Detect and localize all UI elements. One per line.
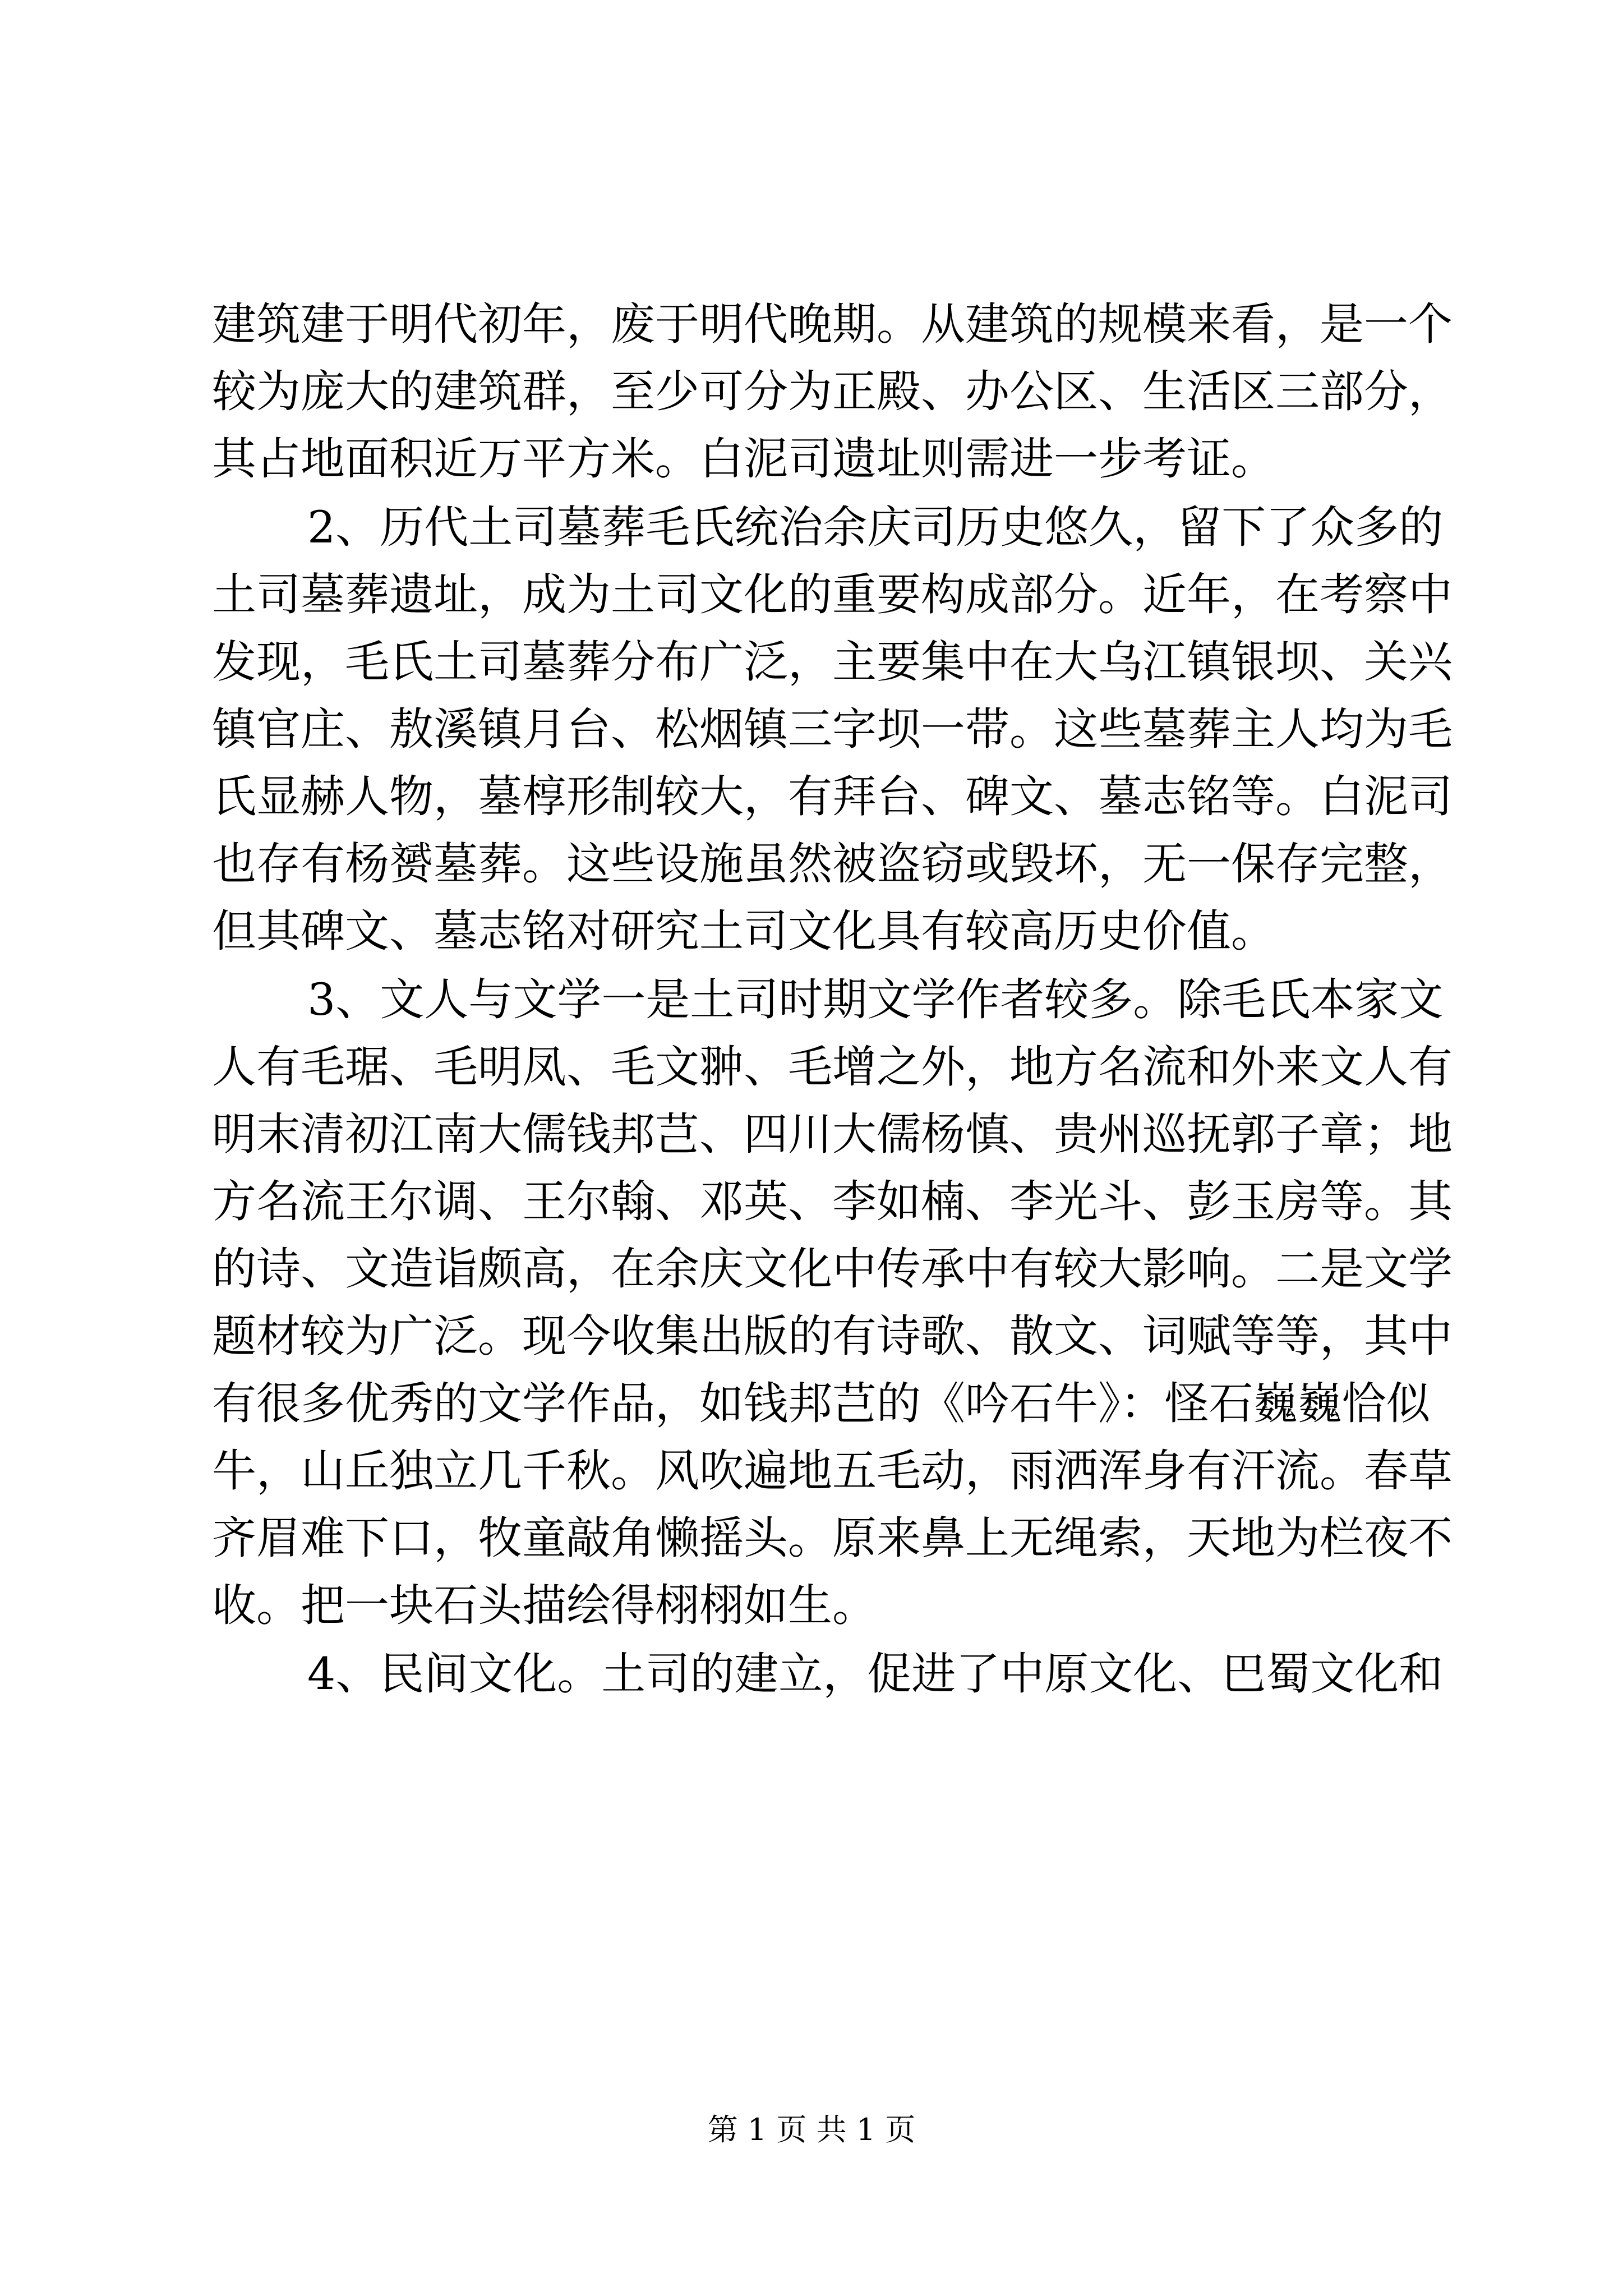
text-line: 土司墓葬遗址，成为土司文化的重要构成部分。近年，在考察中 [212, 569, 1453, 620]
text-line: 发现，毛氏土司墓葬分布广泛，主要集中在大乌江镇银坝、关兴 [212, 636, 1453, 688]
text-line: 人有毛琚、毛明凤、毛文翀、毛增之外，地方名流和外来文人有 [212, 1041, 1453, 1093]
text-line: 方名流王尔调、王尔翰、邓英、李如楠、李光斗、彭玉房等。其 [212, 1176, 1453, 1227]
text-line: 收。把一块石头描绘得栩栩如生。 [212, 1580, 877, 1631]
text-line: 有很多优秀的文学作品，如钱邦芑的《吟石牛》：怪石巍巍恰似 [212, 1378, 1431, 1429]
text-line: 3、文人与文学一是土司时期文学作者较多。除毛氏本家文 [307, 974, 1444, 1025]
text-line: 镇官庄、敖溪镇月台、松烟镇三字坝一带。这些墓葬主人均为毛 [212, 703, 1453, 755]
text-line: 明末清初江南大儒钱邦芑、四川大儒杨慎、贵州巡抚郭子章；地 [212, 1108, 1453, 1160]
text-line: 其占地面积近万平方米。白泥司遗址则需进一步考证。 [212, 433, 1275, 485]
text-line: 齐眉难下口，牧童敲角懒摇头。原来鼻上无绳索，天地为栏夜不 [212, 1512, 1453, 1564]
text-line: 建筑建于明代初年，废于明代晚期。从建筑的规模来看，是一个 [212, 298, 1453, 350]
text-line: 4、民间文化。土司的建立，促进了中原文化、巴蜀文化和 [307, 1648, 1444, 1700]
text-line: 的诗、文造诣颇高，在余庆文化中传承中有较大影响。二是文学 [212, 1243, 1453, 1295]
text-line: 牛，山丘独立几千秋。风吹遍地五毛动，雨洒浑身有汗流。春草 [212, 1445, 1453, 1497]
text-line: 较为庞大的建筑群，至少可分为正殿、办公区、生活区三部分， [212, 366, 1453, 417]
page-number-footer: 第 1 页 共 1 页 [707, 2112, 916, 2147]
text-line: 题材较为广泛。现今收集出版的有诗歌、散文、词赋等等，其中 [212, 1310, 1453, 1362]
text-line: 也存有杨赟墓葬。这些设施虽然被盗窃或毁坏，无一保存完整， [212, 838, 1453, 890]
text-line: 2、历代土司墓葬毛氏统治余庆司历史悠久，留下了众多的 [307, 501, 1444, 553]
text-line: 氏显赫人物，墓椁形制较大，有拜台、碑文、墓志铭等。白泥司 [212, 771, 1453, 822]
text-line: 但其碑文、墓志铭对研究土司文化具有较高历史价值。 [212, 905, 1275, 957]
